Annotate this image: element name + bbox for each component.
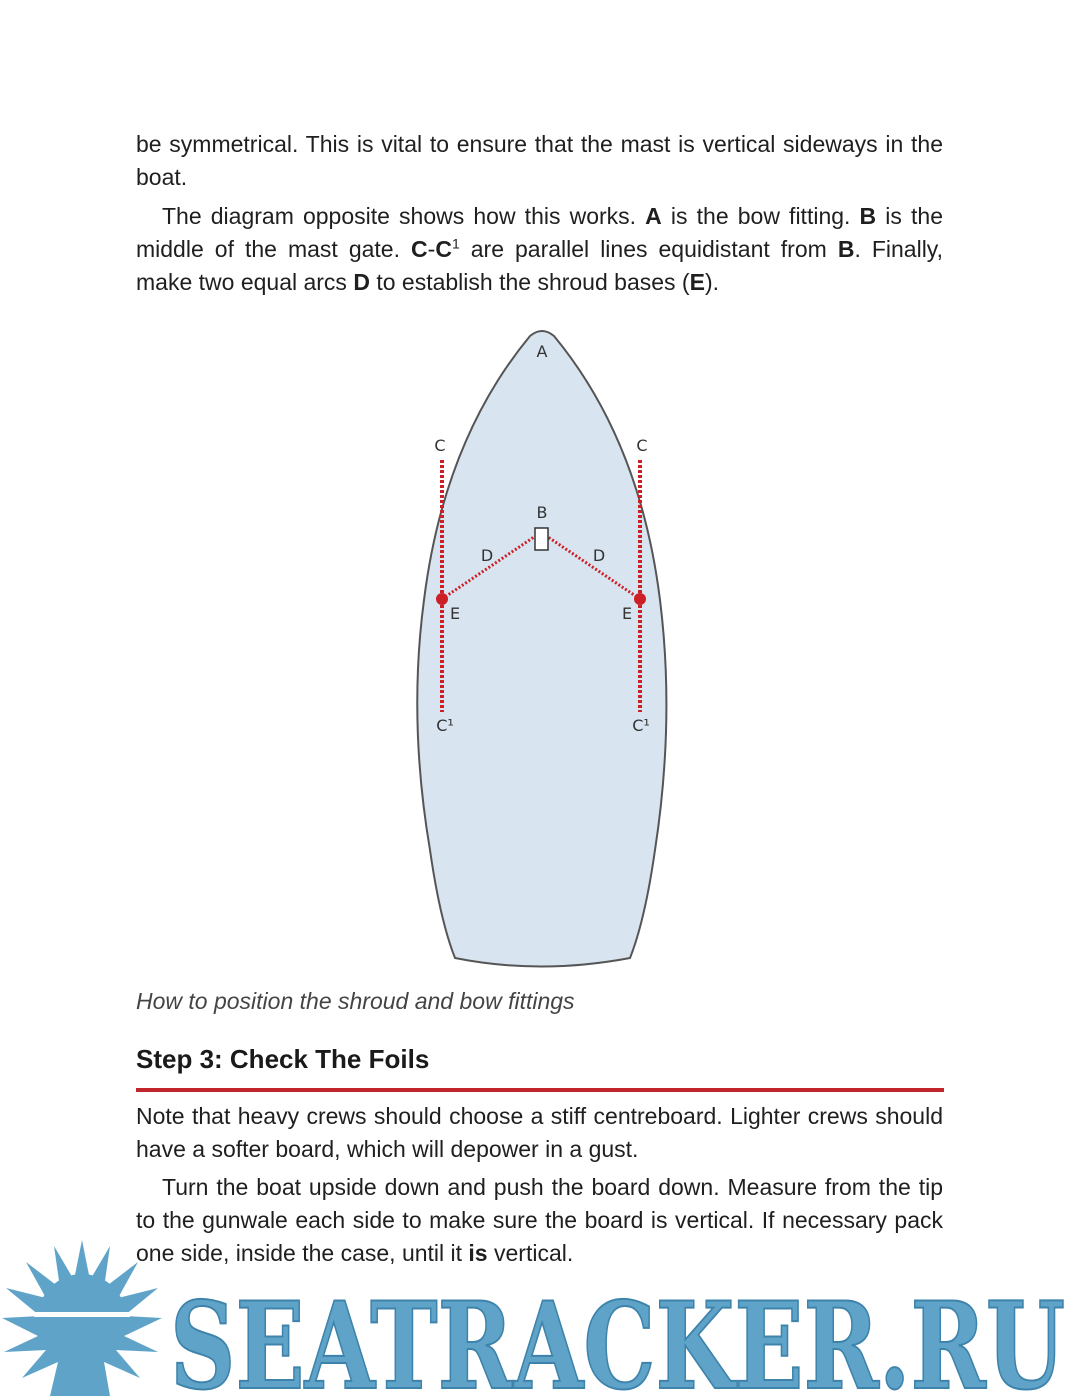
label-d-right: D bbox=[592, 546, 606, 565]
label-mast-gate: B bbox=[536, 503, 548, 522]
label-e-right: E bbox=[621, 604, 633, 623]
paragraph-centreboard: Note that heavy crews should choose a stiff centreboard. Lighter crews should have a softer board, which will depower in a gust. bbox=[136, 1103, 943, 1162]
sun-icon bbox=[2, 1240, 162, 1396]
paragraph-continued: be symmetrical. This is vital to ensure that the mast is vertical sideways in the boat. bbox=[136, 131, 943, 190]
watermark-text: SEATRACKER.RU bbox=[170, 1276, 1065, 1397]
paragraph-diagram-explanation: The diagram opposite shows how this works. A is the bow fitting. B is the middle of the mast gate. $C-C^1$ are parallel lines equidistant from B. Finally, make two equal arcs D to establish the shroud bases (E). bbox=[136, 203, 943, 295]
watermark bbox=[0, 1232, 1080, 1397]
label-c1-left: C¹ bbox=[436, 716, 454, 735]
paragraph-board-vertical: Turn the boat upside down and push the board down. Measure from the tip to the gunwale each side to make sure the board is vertical. If necessary pack one side, inside the case, until it is vertical. bbox=[136, 1174, 943, 1266]
hull-diagram bbox=[400, 320, 690, 980]
figure-caption: How to position the shroud and bow fittings bbox=[136, 988, 575, 1014]
shroud-point-left bbox=[436, 593, 448, 605]
section-heading: Step 3: Check The Foils bbox=[136, 1044, 430, 1074]
label-bow: A bbox=[536, 342, 548, 361]
label-e-left: E bbox=[449, 604, 461, 623]
shroud-point-right bbox=[634, 593, 646, 605]
label-c1-right: C¹ bbox=[632, 716, 650, 735]
hull-outline bbox=[417, 331, 666, 967]
label-c-left: C bbox=[434, 436, 446, 455]
heading-rule bbox=[136, 1088, 944, 1092]
mast-gate bbox=[535, 528, 548, 550]
label-c-right: C bbox=[636, 436, 648, 455]
label-d-left: D bbox=[480, 546, 494, 565]
